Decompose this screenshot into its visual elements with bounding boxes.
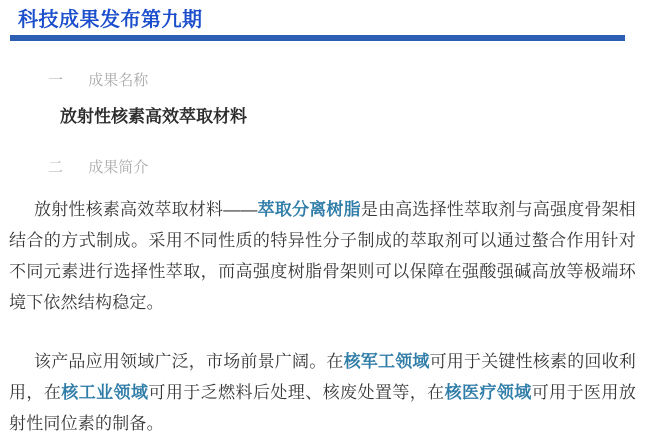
article-body [0, 71, 645, 439]
highlight-term: 核军工领域 [343, 352, 430, 371]
title-underline-bar [10, 35, 625, 41]
section-heading-result-name [48, 71, 645, 90]
highlight-term: 核工业领域 [61, 383, 149, 402]
body-text-span: 可用于关键性核素的回收利用，在 [9, 352, 637, 402]
section-label: 成果简介 [88, 159, 149, 176]
intro-paragraph-1 [9, 194, 636, 318]
highlight-term: 萃取分离树脂 [257, 200, 361, 219]
section-heading-result-intro [48, 158, 645, 177]
body-text-span: 该产品应用领域广泛，市场前景广阔。在 [34, 352, 344, 371]
product-name: 放射性核素高效萃取材料 [60, 107, 247, 126]
body-text-span: 放射性核素高效萃取材料—— [34, 200, 258, 219]
body-text-span: 是由高选择性萃取剂与高强度骨架相结合的方式制成。采用不同性质的特异性分子制成的萃取剂可以通过螯合作用针对不同元素进行选择性萃取，而高强度树脂骨架则可以保障在强酸强碱高放等极端环境下依然结构稳定。 [9, 200, 637, 312]
section-number: 二 [48, 159, 64, 176]
intro-paragraph-2 [9, 346, 636, 439]
article-header [0, 9, 645, 41]
body-text-span: 可用于乏燃料后处理、核废处置等，在 [148, 383, 445, 402]
highlight-term: 核医疗领域 [444, 383, 532, 402]
page-title: 科技成果发布第九期 [18, 9, 203, 31]
body-text-span: 可用于医用放射性同位素的制备。 [9, 383, 637, 433]
section-label: 成果名称 [88, 72, 149, 89]
section-number: 一 [48, 72, 64, 89]
